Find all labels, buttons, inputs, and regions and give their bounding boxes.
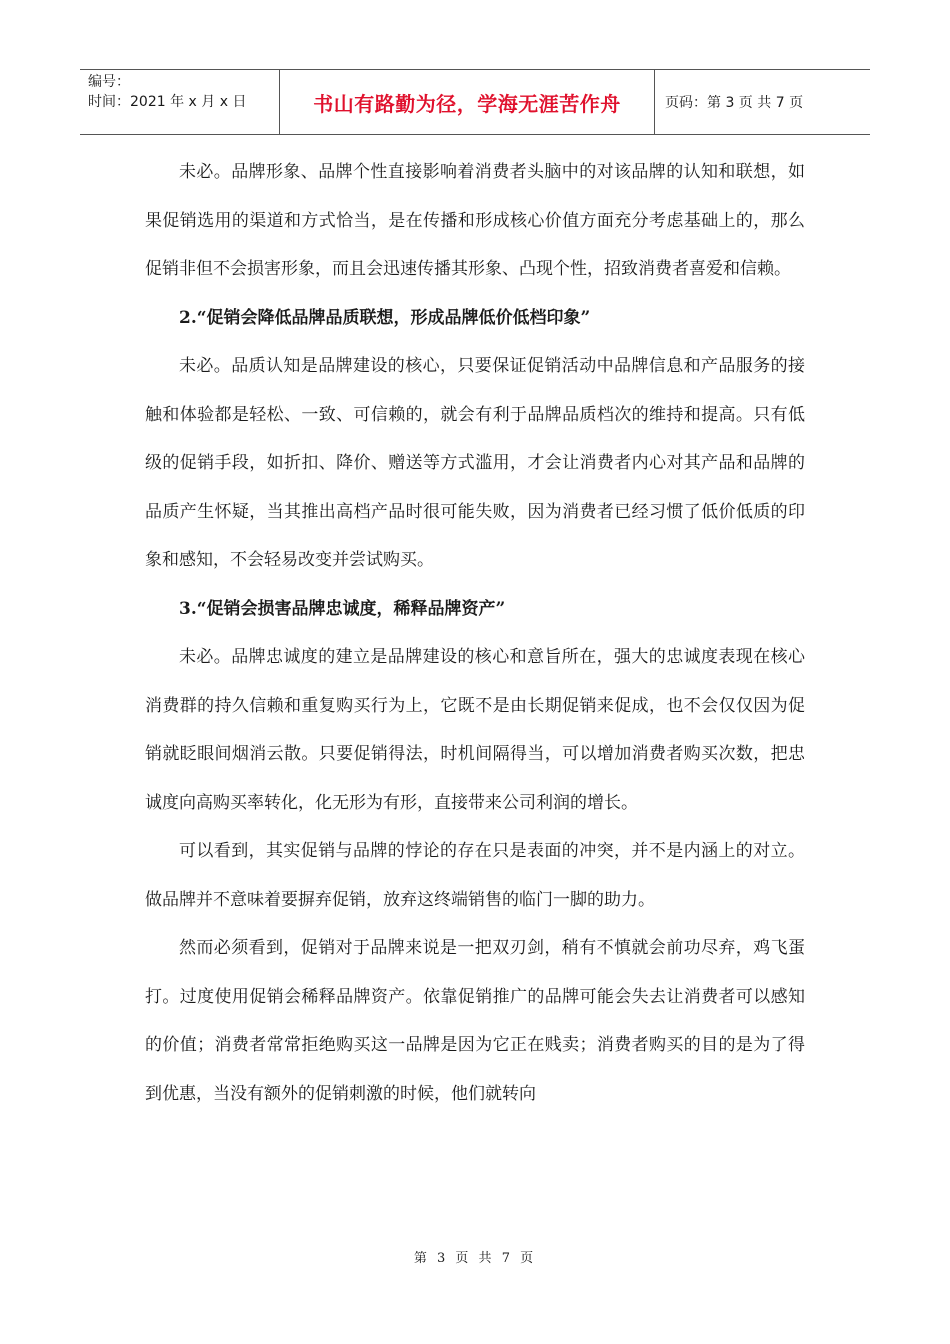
header-motto: 书山有路勤为径，学海无涯苦作舟: [280, 70, 655, 134]
paragraph: 可以看到，其实促销与品牌的悖论的存在只是表面的冲突，并不是内涵上的对立。做品牌并不意味着要摒弃促销，放弃这终端销售的临门一脚的助力。: [145, 841, 805, 910]
paragraph: 未必。品质认知是品牌建设的核心，只要保证促销活动中品牌信息和产品服务的接触和体验都是轻松、一致、可信赖的，就会有利于品牌品质档次的维持和提高。只有低级的促销手段，如折扣、降价、赠送等方式滥用，才会让消费者内心对其产品和品牌的品质产生怀疑，当其推出高档产品时很可能失败，因为消费者已经习惯了低价低质的印象和感知，不会轻易改变并尝试购买。: [145, 356, 805, 570]
header-meta: [80, 70, 280, 134]
time-label: 时间：2021 年 x 月 x 日: [88, 94, 247, 110]
paragraph: 未必。品牌形象、品牌个性直接影响着消费者头脑中的对该品牌的认知和联想，如果促销选用的渠道和方式恰当，是在传播和形成核心价值方面充分考虑基础上的，那么促销非但不会损害形象，而且会迅速传播其形象、凸现个性，招致消费者喜爱和信赖。: [145, 162, 805, 279]
paragraph: 然而必须看到，促销对于品牌来说是一把双刃剑，稍有不慎就会前功尽弃，鸡飞蛋打。过度使用促销会稀释品牌资产。依靠促销推广的品牌可能会失去让消费者可以感知的价值；消费者常常拒绝购买这一品牌是因为它正在贱卖；消费者购买的目的是为了得到优惠，当没有额外的促销刺激的时候，他们就转向: [145, 938, 805, 1104]
section-heading: 3.“促销会损害品牌忠诚度，稀释品牌资产”: [179, 598, 506, 619]
page-footer: 第 3 页 共 7 页: [413, 1251, 537, 1266]
section-heading: 2.“促销会降低品牌品质联想，形成品牌低价低档印象”: [179, 307, 591, 328]
header-page-code: 页码：第 3 页 共 7 页: [665, 95, 804, 111]
number-label: 编号：: [88, 74, 130, 90]
document-body: [145, 148, 805, 1118]
document-header: [80, 69, 870, 135]
paragraph: 未必。品牌忠诚度的建立是品牌建设的核心和意旨所在，强大的忠诚度表现在核心消费群的持久信赖和重复购买行为上，它既不是由长期促销来促成，也不会仅仅因为促销就眨眼间烟消云散。只要促销得法，时机间隔得当，可以增加消费者购买次数，把忠诚度向高购买率转化，化无形为有形，直接带来公司利润的增长。: [145, 647, 805, 813]
